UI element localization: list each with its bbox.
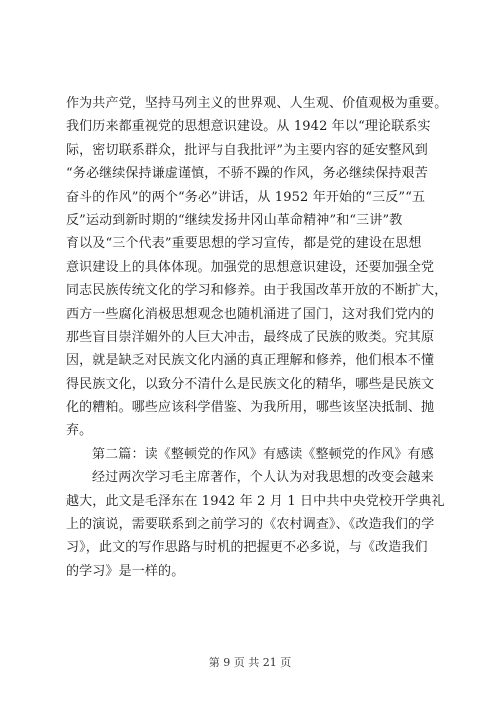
paragraph-line: 意识建设上的具体体现。加强党的思想意识建设，还要加强全党 [66, 259, 435, 275]
paragraph-line: 因，就是缺乏对民族文化内涵的真正理解和修养，他们根本不懂 [66, 353, 435, 369]
paragraph-line: 习》，此文的写作思路与时机的把握更不必多说，与《改造我们 [66, 540, 428, 556]
paragraph-line: 越大，此文是毛泽东在 1942 年 2 月 1 日中共中央党校开学典礼 [66, 493, 445, 509]
paragraph-line: 育以及“三个代表”重要思想的学习宣传，都是党的建设在思想 [66, 236, 422, 252]
paragraph-line: 的学习》是一样的。 [66, 563, 185, 579]
paragraph-line: 得民族文化，以致分不清什么是民族文化的精华，哪些是民族文 [66, 376, 435, 392]
paragraph-line: 我们历来都重视党的思想意识建设。从 1942 年以“理论联系实 [66, 119, 431, 135]
paragraph-line: 反”运动到新时期的“继续发扬井冈山革命精神”和“三讲”教 [66, 212, 403, 228]
paragraph-line: 西方一些腐化消极思想观念也随机涌进了国门，这对我们党内的 [66, 306, 435, 322]
paragraph-line: 同志民族传统文化的学习和修养。由于我国改革开放的不断扩大， [66, 283, 448, 299]
paragraph-line: 上的演说，需要联系到之前学习的《农村调查》、《改造我们的学 [66, 517, 435, 533]
paragraph-line: 化的糟粕。哪些应该科学借鉴、为我所用，哪些该坚决抵制、抛 [66, 400, 435, 416]
section-heading: 第二篇：读《整顿党的作风》有感读《整顿党的作风》有感 [92, 446, 434, 462]
paragraph-line: 际，密切联系群众，批评与自我批评”为主要内容的延安整风到 [66, 142, 428, 158]
paragraph-line: 作为共产党，坚持马列主义的世界观、人生观、价值观极为重要。 [66, 96, 448, 111]
page-number: 第 9 页 共 21 页 [208, 656, 292, 669]
paragraph-line: 弃。 [66, 423, 93, 439]
paragraph-line: “务必继续保持谦虚谨慎，不骄不躁的作风，务必继续保持艰苦 [66, 166, 428, 182]
body-text [66, 92, 446, 583]
paragraph-line: 经过两次学习毛主席著作，个人认为对我思想的改变会越来 [92, 470, 434, 486]
paragraph-line: 那些盲目崇洋媚外的人巨大冲击，最终成了民族的败类。究其原 [66, 329, 435, 345]
paragraph-line: 奋斗的作风”的两个“务必”讲话，从 1952 年开始的“三反”“五 [66, 189, 426, 205]
